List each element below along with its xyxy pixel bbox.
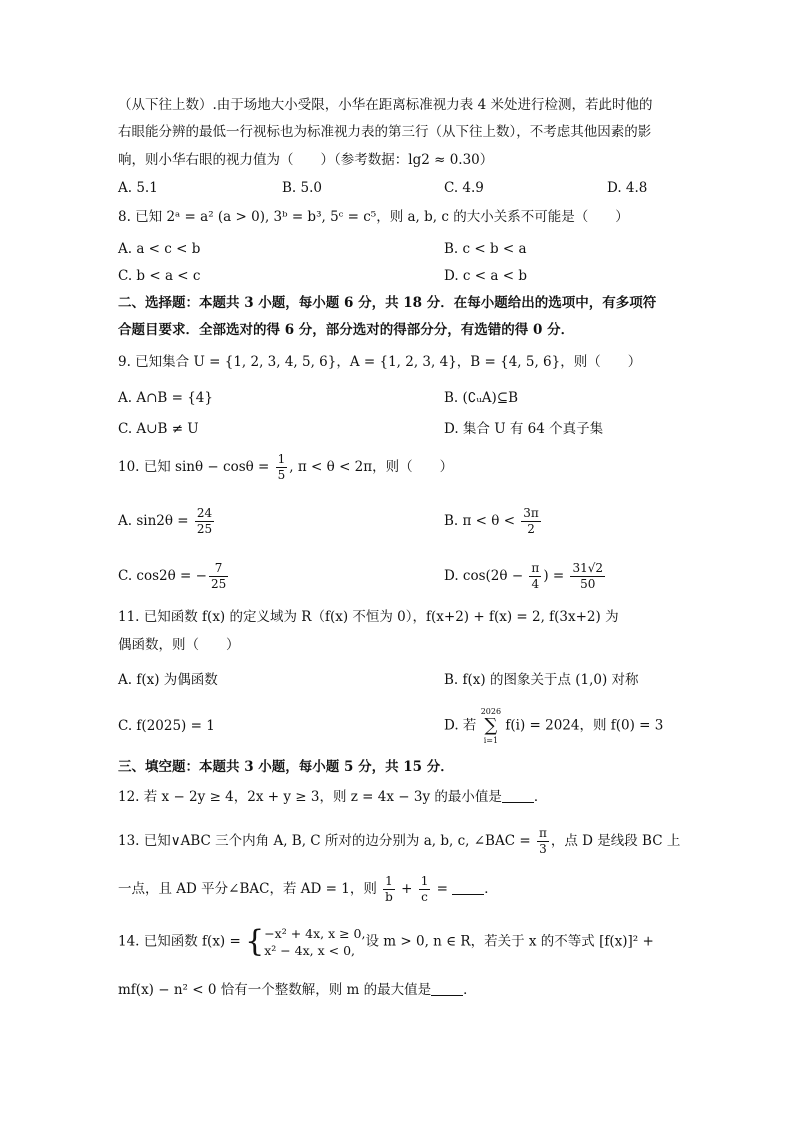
q10-stem-post: , π < θ < 2π，则（ ） (289, 459, 454, 475)
q14-line-1: 14. 已知函数 f(x) = { −x² + 4x, x ≥ 0, x² − 4x, x < 0, 设 m > 0, n ∈ R，若关于 x 的不等式 [f(x)]² + (118, 924, 654, 959)
q14-answer-blank (431, 981, 463, 996)
q13-line-2: 一点，且 AD 平分∠BAC，若 AD = 1，则 $\frac{1}{b}$ + $\frac{1}{c}$ = ． (118, 874, 498, 904)
q10-option-b-fraction: $\frac{3\pi}{2}$ (523, 506, 539, 536)
q8-stem: 8. 已知 2ᵃ = a² (a > 0), 3ᵇ = b³, 5ᶜ = c⁵，则 a, b, c 的大小关系不可能是（ ） (118, 209, 629, 225)
q10-option-a: A. sin2θ = $\frac{24}{25}$ (118, 506, 213, 536)
q11-option-b: B. f(x) 的图象关于点 (1,0) 对称 (444, 672, 639, 688)
q7-line-1: （从下往上数）.由于场地大小受限，小华在距离标准视力表 4 米处进行检测，若此时他的 (118, 97, 653, 113)
q10-option-a-fraction: $\frac{24}{25}$ (196, 506, 213, 536)
section-3-heading: 三、填空题：本题共 3 小题，每小题 5 分，共 15 分． (118, 759, 454, 775)
q13-answer-blank (452, 880, 484, 895)
q11-option-c: C. f(2025) = 1 (118, 718, 215, 734)
q14-line-2: mf(x) − n² < 0 恰有一个整数解，则 m 的最大值是 ． (118, 982, 477, 998)
piecewise-brace: { (245, 924, 265, 959)
q9-option-d: D. 集合 U 有 64 个真子集 (444, 421, 604, 437)
q12-answer-blank (502, 788, 534, 803)
q13-line-1: 13. 已知∨ABC 三个内角 A, B, C 所对的边分别为 a, b, c, ∠BAC = $\frac{\pi}{3}$ ，点 D 是线段 BC 上 (118, 826, 681, 856)
q7-option-c: C. 4.9 (444, 180, 484, 196)
q9-stem: 9. 已知集合 U = {1, 2, 3, 4, 5, 6}，A = {1, 2, 3, 4}，B = {4, 5, 6}，则（ ） (118, 354, 642, 370)
summation-symbol: 2026 ∑ i=1 (480, 707, 502, 745)
q11-option-d: D. 若 2026 ∑ i=1 f(i) = 2024，则 f(0) = 3 (444, 707, 664, 745)
q11-option-a: A. f(x) 为偶函数 (118, 672, 218, 688)
q11-line-1: 11. 已知函数 f(x) 的定义域为 R（f(x) 不恒为 0），f(x+2) + f(x) = 2, f(3x+2) 为 (118, 609, 619, 625)
q9-option-c: C. A∪B ≠ U (118, 421, 199, 437)
q10-option-c-fraction: $\frac{7}{25}$ (210, 561, 227, 591)
q10-option-d-fraction-1: $\frac{\pi}{4}$ (531, 561, 540, 591)
q13-angle-fraction: $\frac{\pi}{3}$ (538, 826, 547, 856)
q10-option-d-fraction-2: $\frac{31√2}{50}$ (572, 561, 604, 591)
q13-fraction-1: $\frac{1}{b}$ (385, 874, 393, 904)
q7-option-a: A. 5.1 (118, 180, 158, 196)
q10-stem-pre: 10. 已知 sinθ − cosθ = (118, 459, 274, 475)
q8-option-d: D. c < a < b (444, 268, 527, 284)
q10-option-c: C. cos2θ = − $\frac{7}{25}$ (118, 561, 227, 591)
q7-option-b: B. 5.0 (282, 180, 322, 196)
q10-option-d: D. cos(2θ − $\frac{\pi}{4}$ ) = $\frac{31√2}{50}$ (444, 561, 604, 591)
q7-line-2: 右眼能分辨的最低一行视标也为标准视力表的第三行（从下往上数），不考虑其他因素的影 (118, 124, 652, 140)
q9-option-b: B. (∁ᵤA)⊆B (444, 390, 518, 406)
q10-stem-fraction: $\frac{1}{5}$ (277, 452, 286, 482)
q8-option-a: A. a < c < b (118, 241, 201, 257)
q9-option-a: A. A∩B = {4} (118, 390, 213, 406)
piecewise-cases: −x² + 4x, x ≥ 0, x² − 4x, x < 0, (264, 926, 366, 958)
q10-stem (118, 452, 453, 483)
section-2-heading-line-2: 合题目要求．全部选对的得 6 分，部分选对的得部分分，有选错的得 0 分． (118, 322, 575, 338)
q10-option-b: B. π < θ < $\frac{3\pi}{2}$ (444, 506, 539, 536)
q7-option-d: D. 4.8 (607, 180, 648, 196)
q8-option-b: B. c < b < a (444, 241, 527, 257)
q13-fraction-2: $\frac{1}{c}$ (420, 874, 429, 904)
section-2-heading-line-1: 二、选择题：本题共 3 小题，每小题 6 分，共 18 分．在每小题给出的选项中，有多项符 (118, 295, 657, 311)
q8-option-c: C. b < a < c (118, 268, 201, 284)
q7-line-3: 响，则小华右眼的视力值为（ ）（参考数据：lg2 ≈ 0.30） (118, 152, 494, 168)
q12-stem: 12. 若 x − 2y ≥ 4，2x + y ≥ 3，则 z = 4x − 3y 的最小值是 ． (118, 789, 548, 805)
q11-line-2: 偶函数，则（ ） (118, 637, 240, 653)
